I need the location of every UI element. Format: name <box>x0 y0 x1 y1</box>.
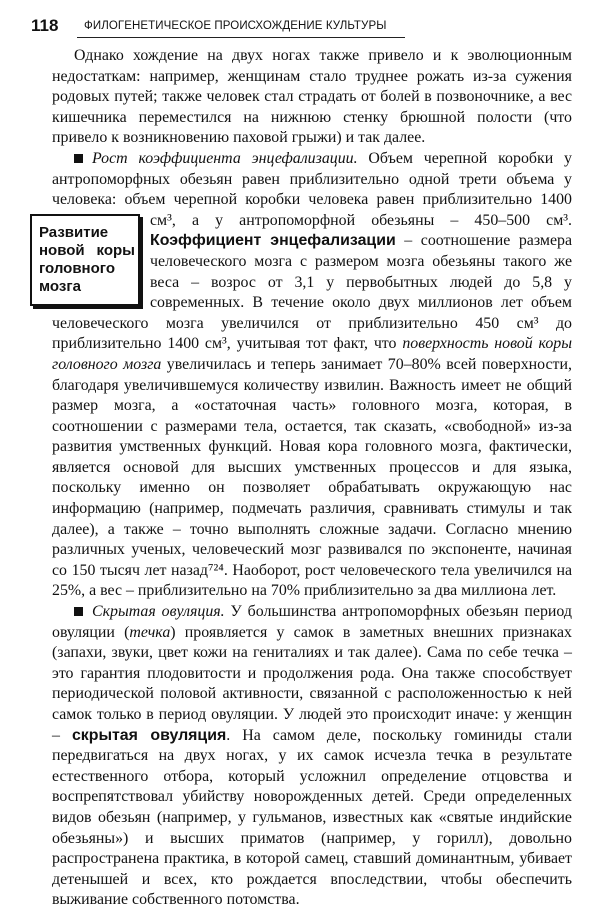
page-header <box>31 14 577 38</box>
section-heading-hidden-ovulation: Скрытая овуляция. <box>92 603 225 621</box>
margin-note-label: Развитие новой коры головного мозга <box>39 223 135 295</box>
page-number: 118 <box>31 16 59 35</box>
ovulation-text-3: . На самом деле, поскольку гоминиды стали передвигаться на двух ногах, у их самок исчезла течка в результате естественного отбора, который усложнил определение отцовства и воспрепятствовал убийству новорожденных детей. Среди определенных видов обезьян (например, у гульманов, известных как «святые индийские обезьяны») и высших приматов (например, у горилл), довольно распространена практика, в которой самец, ставший доминантным, убивает детенышей и всех, кто рождается впоследствии, чтобы обеспечить выживание собственного потомства. <box>52 726 572 909</box>
page-body <box>39 46 573 911</box>
estrus-term: течка <box>129 623 171 641</box>
paragraph-bipedal-drawbacks: Однако хождение на двух ногах также привело и к эволюционным недостаткам: например, женщинам стало труднее рожать из-за сужения родовых путей; также человек стал страдать от болей в позвоночнике, а вес кишечника переместился на нижнюю стенку брюшной полости (что привело к возникновению паховой грыжи) и так далее. <box>52 47 572 147</box>
neocortex-surface-emphasis: поверхность новой коры головного мозга <box>52 335 572 373</box>
bullet-marker <box>74 607 83 616</box>
ovulation-text-2: ) проявляется у самок в заметных внешних признаках (запахи, звуки, цвет кожи на гениталиях и так далее). Сама по себе течка – это гарантия плодовитости и продолжения рода. Она также способствует периодической половой активности, связанной с расположенностью к ней самок только в период овуляции. У людей это происходит иначе: у женщин – <box>52 623 572 744</box>
margin-note-box <box>30 214 140 306</box>
encephalization-text-2: увеличилась и теперь занимает 70–80% всей поверхности, благодаря увеличившемуся количеству извилин. Важность имеет не общий размер мозга, а «остаточная часть» головного мозга, которая, в соотношении с размерами тела, остается, так сказать, «свободной» из-за развития умственных функций. Новая кора головного мозга, фактически, является основой для высших умственных процессов и для языка, поскольку именно он позволяет обрабатывать окружающую нас информацию (например, подмечать различия, сравнивать стимулы и так далее), а также – точно выполнять сложные задачи. Согласно мнению различных ученых, человеческий мозг развивался по экспоненте, начиная со 150 тысяч лет назад⁷²⁴. Наоборот, рост человеческого тела увеличился на 25%, а вес – приблизительно на 70% приблизительно за два миллиона лет. <box>52 355 572 600</box>
ovulation-text-1: У большинства антропоморфных обезьян период овуляции ( <box>52 603 573 641</box>
encephalization-intro: Объем черепной коробки у антропоморфных обезьян равен приблизительно одной трети объема у человека: объем черепной коробки человека равен приблизительно 1400 см³, а у антропоморфной обезьяны – 450–500 см³. <box>52 149 572 229</box>
running-title: ФИЛОГЕНЕТИЧЕСКОЕ ПРОИСХОЖДЕНИЕ КУЛЬТУРЫ <box>84 20 387 32</box>
paragraph-encephalization <box>39 149 573 602</box>
term-encephalization-coefficient: Коэффициент энцефализации <box>150 232 396 250</box>
encephalization-text-1: – соотношение размера человеческого мозга с размером мозга обезьяны такого же веса – возрос от 3,1 у первобытных людей до 5,8 у современных. В течение около двух миллионов лет объем человеческого мозга увеличился от приблизительно 450 см³ до приблизительно 1400 см³, учитывая тот факт, что <box>52 232 573 353</box>
header-rule <box>77 37 405 38</box>
term-hidden-ovulation: скрытая овуляция <box>71 726 227 744</box>
bullet-marker <box>74 154 83 163</box>
section-heading-encephalization: Рост коэффициента энцефализации. <box>92 149 358 167</box>
paragraph-hidden-ovulation <box>52 602 572 911</box>
